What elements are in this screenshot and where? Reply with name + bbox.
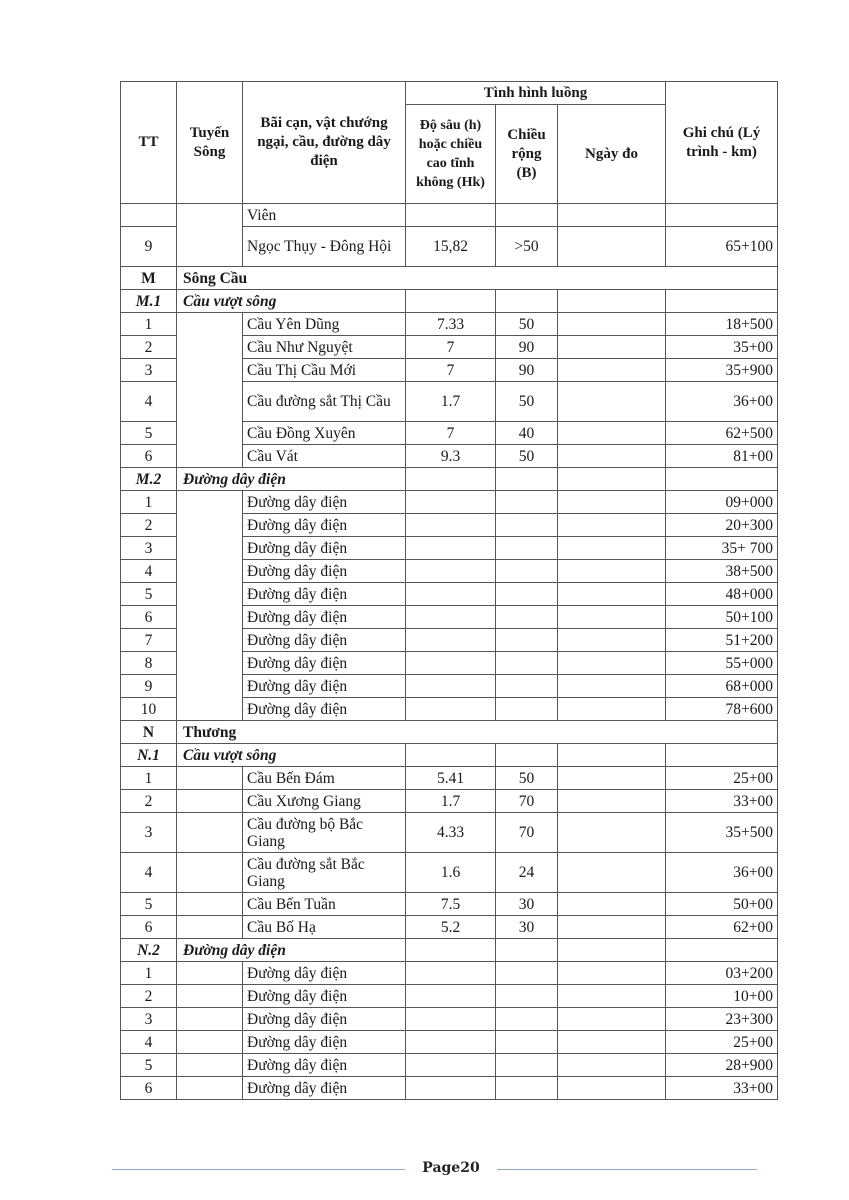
- cell-tt: 4: [121, 853, 177, 893]
- section-row: [121, 267, 778, 290]
- cell-name: Đường dây điện: [243, 537, 406, 560]
- cell-date: [558, 767, 666, 790]
- cell-name: Cầu Yên Dũng: [243, 313, 406, 336]
- subsection-empty-date: [558, 939, 666, 962]
- subsection-row: [121, 290, 778, 313]
- subsection-empty-width: [496, 744, 558, 767]
- subsection-code: N.2: [121, 939, 177, 962]
- cell-tt: 8: [121, 652, 177, 675]
- section-code: N: [121, 721, 177, 744]
- subsection-code: M.2: [121, 468, 177, 491]
- cell-tt: 2: [121, 985, 177, 1008]
- cell-note: 25+00: [666, 767, 778, 790]
- cell-depth: [406, 1031, 496, 1054]
- cell-tuyen-song: [177, 313, 243, 468]
- cell-width: [496, 962, 558, 985]
- cell-date: [558, 583, 666, 606]
- cell-tt: 6: [121, 606, 177, 629]
- footer-rule-right: [497, 1169, 757, 1170]
- cell-date: [558, 698, 666, 721]
- cell-width: [496, 629, 558, 652]
- cell-date: [558, 1054, 666, 1077]
- cell-date: [558, 985, 666, 1008]
- cell-depth: [406, 698, 496, 721]
- cell-depth: 7.5: [406, 893, 496, 916]
- table-row: [121, 1054, 778, 1077]
- cell-note: 35+ 700: [666, 537, 778, 560]
- cell-name: Cầu Vát: [243, 445, 406, 468]
- cell-name: Cầu Bố Hạ: [243, 916, 406, 939]
- cell-note: 38+500: [666, 560, 778, 583]
- cell-date: [558, 1008, 666, 1031]
- cell-date: [558, 916, 666, 939]
- subsection-title: Cầu vượt sông: [177, 744, 406, 767]
- cell-tuyen-song: [177, 916, 243, 939]
- cell-date: [558, 313, 666, 336]
- cell-depth: 4.33: [406, 813, 496, 853]
- header-tinh-hinh-luong: Tình hình luồng: [406, 82, 666, 105]
- subsection-empty-depth: [406, 939, 496, 962]
- subsection-row: [121, 468, 778, 491]
- cell-tt: 6: [121, 1077, 177, 1100]
- cell-width: [496, 537, 558, 560]
- cell-tt: 1: [121, 491, 177, 514]
- cell-note: 68+000: [666, 675, 778, 698]
- subsection-title: Đường dây điện: [177, 468, 406, 491]
- cell-date: [558, 514, 666, 537]
- cell-tuyen-song: [177, 1077, 243, 1100]
- cell-width: 90: [496, 336, 558, 359]
- cell-note: 23+300: [666, 1008, 778, 1031]
- cell-depth: 7: [406, 336, 496, 359]
- table-row: [121, 790, 778, 813]
- cell-width: [496, 652, 558, 675]
- cell-name: Đường dây điện: [243, 1054, 406, 1077]
- cell-tt: 2: [121, 336, 177, 359]
- subsection-empty-depth: [406, 290, 496, 313]
- cell-width: [496, 491, 558, 514]
- page-number: Page20: [422, 1160, 480, 1176]
- cell-tt: 4: [121, 560, 177, 583]
- page-footer: [0, 1158, 849, 1182]
- cell-tt: 6: [121, 916, 177, 939]
- cell-tuyen-song: [177, 853, 243, 893]
- cell-note: 33+00: [666, 790, 778, 813]
- cell-tt: 3: [121, 359, 177, 382]
- cell-date: [558, 606, 666, 629]
- cell-tt: 4: [121, 382, 177, 422]
- cell-note: 35+900: [666, 359, 778, 382]
- table-row: [121, 204, 778, 227]
- cell-name: Đường dây điện: [243, 698, 406, 721]
- cell-width: [496, 560, 558, 583]
- cell-depth: [406, 583, 496, 606]
- cell-width: 50: [496, 445, 558, 468]
- cell-tuyen-song: [177, 790, 243, 813]
- subsection-code: N.1: [121, 744, 177, 767]
- cell-width: [496, 1008, 558, 1031]
- subsection-empty-note: [666, 290, 778, 313]
- cell-tuyen-song: [177, 1054, 243, 1077]
- cell-date: [558, 537, 666, 560]
- cell-name: Đường dây điện: [243, 583, 406, 606]
- cell-depth: 7.33: [406, 313, 496, 336]
- cell-depth: [406, 962, 496, 985]
- cell-name: Ngọc Thụy - Đông Hội: [243, 227, 406, 267]
- cell-depth: [406, 675, 496, 698]
- cell-tt: 5: [121, 893, 177, 916]
- cell-depth: 1.7: [406, 382, 496, 422]
- cell-date: [558, 422, 666, 445]
- subsection-title: Cầu vượt sông: [177, 290, 406, 313]
- cell-note: 48+000: [666, 583, 778, 606]
- cell-depth: [406, 1008, 496, 1031]
- cell-note: 09+000: [666, 491, 778, 514]
- table-row: [121, 962, 778, 985]
- header-ghi-chu: Ghi chú (Lý trình - km): [666, 82, 778, 204]
- cell-note: 35+00: [666, 336, 778, 359]
- cell-name: Cầu đường sắt Thị Cầu: [243, 382, 406, 422]
- cell-depth: 7: [406, 359, 496, 382]
- cell-tuyen-song: [177, 813, 243, 853]
- cell-width: [496, 514, 558, 537]
- section-title: Thương: [177, 721, 778, 744]
- cell-width: [496, 606, 558, 629]
- cell-width: [496, 1077, 558, 1100]
- cell-width: 70: [496, 790, 558, 813]
- cell-note: 65+100: [666, 227, 778, 267]
- cell-note: 35+500: [666, 813, 778, 853]
- subsection-row: [121, 744, 778, 767]
- subsection-empty-note: [666, 939, 778, 962]
- cell-name: Cầu Xương Giang: [243, 790, 406, 813]
- cell-note: 33+00: [666, 1077, 778, 1100]
- cell-depth: [406, 606, 496, 629]
- cell-depth: [406, 560, 496, 583]
- cell-depth: [406, 1077, 496, 1100]
- cell-width: [496, 204, 558, 227]
- cell-tt: 1: [121, 767, 177, 790]
- cell-tt: 5: [121, 583, 177, 606]
- cell-tuyen-song: [177, 1031, 243, 1054]
- table-row: [121, 313, 778, 336]
- table-row: [121, 1031, 778, 1054]
- cell-tuyen-song: [177, 962, 243, 985]
- cell-tt: 6: [121, 445, 177, 468]
- table-row: [121, 853, 778, 893]
- header-ngay-do: Ngày đo: [558, 105, 666, 204]
- cell-note: 51+200: [666, 629, 778, 652]
- table-row: [121, 916, 778, 939]
- cell-date: [558, 359, 666, 382]
- cell-tuyen-song: [177, 1008, 243, 1031]
- footer-rule-left: [112, 1169, 405, 1170]
- cell-width: [496, 698, 558, 721]
- cell-depth: [406, 985, 496, 1008]
- header-do-sau: Độ sâu (h) hoặc chiều cao tĩnh không (Hk): [406, 105, 496, 204]
- cell-tt: 5: [121, 1054, 177, 1077]
- cell-tuyen-song: [177, 767, 243, 790]
- cell-note: 50+100: [666, 606, 778, 629]
- cell-width: [496, 675, 558, 698]
- cell-note: 20+300: [666, 514, 778, 537]
- table-row: [121, 1077, 778, 1100]
- cell-name: Đường dây điện: [243, 985, 406, 1008]
- table-row: [121, 491, 778, 514]
- cell-tt: 2: [121, 514, 177, 537]
- cell-width: 70: [496, 813, 558, 853]
- cell-depth: 1.7: [406, 790, 496, 813]
- cell-depth: [406, 491, 496, 514]
- waterway-obstacle-table: [120, 81, 778, 1100]
- cell-width: 90: [496, 359, 558, 382]
- cell-note: 50+00: [666, 893, 778, 916]
- cell-date: [558, 813, 666, 853]
- header-tuyen-song: Tuyến Sông: [177, 82, 243, 204]
- cell-tt: 7: [121, 629, 177, 652]
- subsection-empty-date: [558, 468, 666, 491]
- table-row: [121, 1008, 778, 1031]
- cell-note: 55+000: [666, 652, 778, 675]
- cell-note: 03+200: [666, 962, 778, 985]
- cell-date: [558, 853, 666, 893]
- cell-name: Viên: [243, 204, 406, 227]
- cell-tt: 9: [121, 227, 177, 267]
- cell-date: [558, 1031, 666, 1054]
- cell-tt: 3: [121, 537, 177, 560]
- subsection-empty-date: [558, 290, 666, 313]
- subsection-empty-date: [558, 744, 666, 767]
- cell-width: [496, 985, 558, 1008]
- cell-tt: 2: [121, 790, 177, 813]
- cell-date: [558, 675, 666, 698]
- cell-width: [496, 583, 558, 606]
- cell-tt: 1: [121, 962, 177, 985]
- cell-name: Đường dây điện: [243, 629, 406, 652]
- subsection-empty-note: [666, 468, 778, 491]
- cell-date: [558, 560, 666, 583]
- cell-date: [558, 382, 666, 422]
- cell-depth: [406, 629, 496, 652]
- cell-date: [558, 893, 666, 916]
- cell-note: [666, 204, 778, 227]
- cell-tt: 10: [121, 698, 177, 721]
- cell-depth: [406, 514, 496, 537]
- cell-width: 40: [496, 422, 558, 445]
- cell-tt: 4: [121, 1031, 177, 1054]
- cell-tuyen-song: [177, 893, 243, 916]
- header-chieu-rong: Chiều rộng (B): [496, 105, 558, 204]
- cell-name: Đường dây điện: [243, 652, 406, 675]
- cell-depth: 7: [406, 422, 496, 445]
- cell-note: 25+00: [666, 1031, 778, 1054]
- cell-depth: 9.3: [406, 445, 496, 468]
- cell-date: [558, 629, 666, 652]
- cell-tt: [121, 204, 177, 227]
- cell-tt: 3: [121, 1008, 177, 1031]
- cell-depth: 15,82: [406, 227, 496, 267]
- cell-date: [558, 491, 666, 514]
- cell-date: [558, 962, 666, 985]
- cell-name: Đường dây điện: [243, 675, 406, 698]
- subsection-empty-note: [666, 744, 778, 767]
- table-row: [121, 893, 778, 916]
- cell-name: Cầu Đồng Xuyên: [243, 422, 406, 445]
- cell-width: 30: [496, 893, 558, 916]
- cell-date: [558, 1077, 666, 1100]
- section-code: M: [121, 267, 177, 290]
- cell-tt: 3: [121, 813, 177, 853]
- cell-depth: 5.41: [406, 767, 496, 790]
- cell-note: 28+900: [666, 1054, 778, 1077]
- cell-note: 62+500: [666, 422, 778, 445]
- cell-note: 10+00: [666, 985, 778, 1008]
- subsection-empty-width: [496, 290, 558, 313]
- cell-name: Cầu Bến Đám: [243, 767, 406, 790]
- cell-tt: 5: [121, 422, 177, 445]
- cell-name: Cầu đường sắt Bắc Giang: [243, 853, 406, 893]
- cell-date: [558, 445, 666, 468]
- cell-depth: [406, 1054, 496, 1077]
- cell-depth: [406, 652, 496, 675]
- subsection-code: M.1: [121, 290, 177, 313]
- cell-note: 62+00: [666, 916, 778, 939]
- cell-note: 78+600: [666, 698, 778, 721]
- cell-name: Đường dây điện: [243, 606, 406, 629]
- cell-name: Đường dây điện: [243, 962, 406, 985]
- cell-date: [558, 204, 666, 227]
- cell-width: 50: [496, 313, 558, 336]
- cell-name: Cầu Thị Cầu Mới: [243, 359, 406, 382]
- table-row: [121, 767, 778, 790]
- cell-note: 18+500: [666, 313, 778, 336]
- cell-width: [496, 1031, 558, 1054]
- cell-name: Đường dây điện: [243, 560, 406, 583]
- cell-name: Đường dây điện: [243, 1008, 406, 1031]
- cell-width: 30: [496, 916, 558, 939]
- subsection-empty-width: [496, 939, 558, 962]
- cell-date: [558, 336, 666, 359]
- table-row: [121, 813, 778, 853]
- cell-depth: 1.6: [406, 853, 496, 893]
- cell-tt: 9: [121, 675, 177, 698]
- cell-depth: [406, 204, 496, 227]
- section-row: [121, 721, 778, 744]
- cell-date: [558, 652, 666, 675]
- cell-date: [558, 790, 666, 813]
- cell-name: Cầu Như Nguyệt: [243, 336, 406, 359]
- subsection-empty-width: [496, 468, 558, 491]
- cell-name: Cầu Bến Tuần: [243, 893, 406, 916]
- cell-name: Đường dây điện: [243, 1031, 406, 1054]
- subsection-empty-depth: [406, 744, 496, 767]
- cell-width: 50: [496, 382, 558, 422]
- cell-note: 36+00: [666, 853, 778, 893]
- subsection-empty-depth: [406, 468, 496, 491]
- cell-note: 81+00: [666, 445, 778, 468]
- cell-depth: [406, 537, 496, 560]
- cell-name: Cầu đường bộ Bắc Giang: [243, 813, 406, 853]
- table-row: [121, 985, 778, 1008]
- cell-name: Đường dây điện: [243, 514, 406, 537]
- cell-date: [558, 227, 666, 267]
- subsection-title: Đường dây điện: [177, 939, 406, 962]
- cell-tt: 1: [121, 313, 177, 336]
- cell-name: Đường dây điện: [243, 491, 406, 514]
- subsection-row: [121, 939, 778, 962]
- cell-name: Đường dây điện: [243, 1077, 406, 1100]
- cell-width: [496, 1054, 558, 1077]
- cell-tuyen-song: [177, 491, 243, 721]
- cell-tuyen-song: [177, 985, 243, 1008]
- header-tt: TT: [121, 82, 177, 204]
- cell-width: 50: [496, 767, 558, 790]
- cell-width: >50: [496, 227, 558, 267]
- header-bai-can: Bãi cạn, vật chướng ngại, cầu, đường dây điện: [243, 82, 406, 204]
- cell-width: 24: [496, 853, 558, 893]
- cell-tuyen-song: [177, 204, 243, 267]
- section-title: Sông Cầu: [177, 267, 778, 290]
- cell-depth: 5.2: [406, 916, 496, 939]
- cell-note: 36+00: [666, 382, 778, 422]
